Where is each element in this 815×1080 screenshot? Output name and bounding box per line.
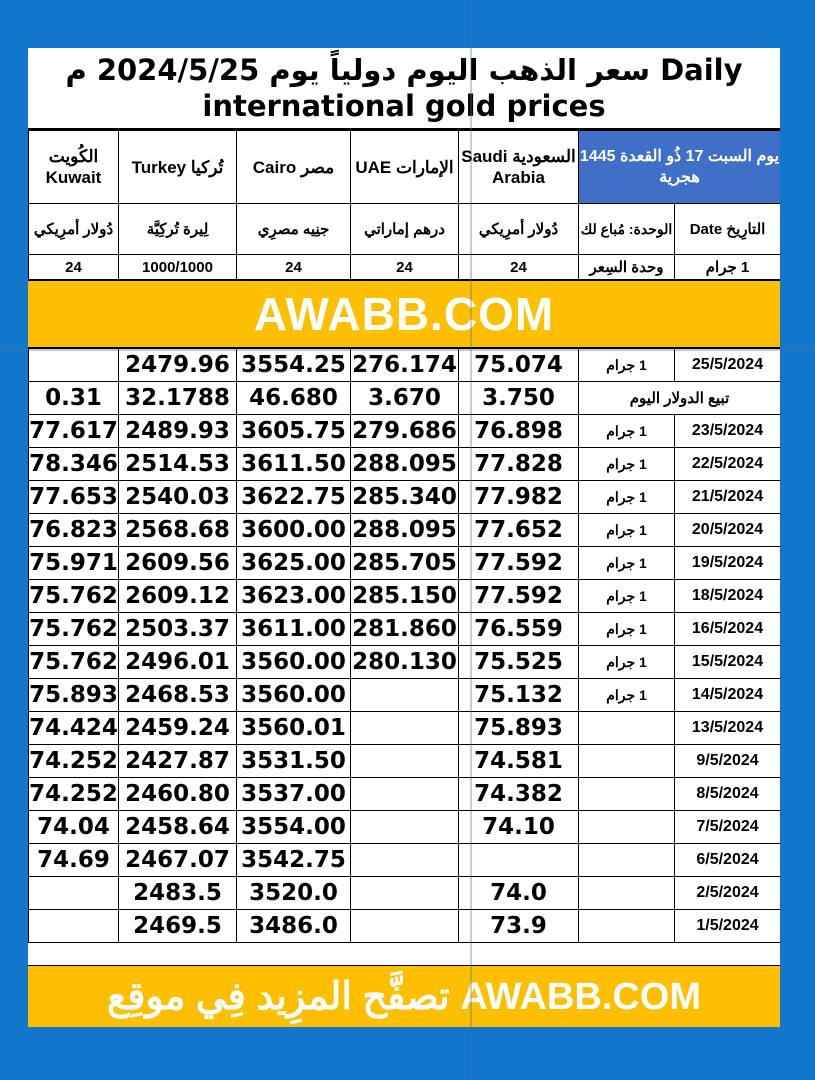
date-cell: 19/5/2024 [675,547,781,580]
price-cell: 3623.00 [237,580,351,613]
table-row [29,811,781,844]
price-cell: 281.860 [351,613,459,646]
price-cell: 2483.5 [119,877,237,910]
rate-cell: 3.670 [351,382,459,415]
unit-column-header: الوحدة: مُباع لك [579,204,675,255]
table-row [29,514,781,547]
price-cell: 75.074 [459,349,579,382]
price-cell [459,844,579,877]
price-cell: 76.823 [29,514,119,547]
currency-turkey: لِيرة تُركِيَّة [119,204,237,255]
price-cell: 77.617 [29,415,119,448]
table-row [29,448,781,481]
table-row [29,613,781,646]
price-cell: 3560.00 [237,646,351,679]
unit-cell [579,844,675,877]
price-cell: 2540.03 [119,481,237,514]
date-cell: 9/5/2024 [675,745,781,778]
unit-cell [579,712,675,745]
unit-cell [579,877,675,910]
price-cell: 279.686 [351,415,459,448]
unit-cell: 1 جرام [579,481,675,514]
table-row [29,547,781,580]
country-saudi: السعودية Saudi Arabia [459,131,579,204]
price-cell [29,877,119,910]
karat-row [29,255,781,280]
date-cell: 1/5/2024 [675,910,781,943]
unit-cell: 1 جرام [579,514,675,547]
footer-banner [28,965,780,1027]
table-row [29,481,781,514]
date-cell: 23/5/2024 [675,415,781,448]
currency-row [29,204,781,255]
country-turkey: تُركيا Turkey [119,131,237,204]
unit-cell [579,811,675,844]
price-cell: 2427.87 [119,745,237,778]
exchange-rate-row [29,382,781,415]
date-cell: 20/5/2024 [675,514,781,547]
currency-egypt: جنِيه مصرِي [237,204,351,255]
price-cell: 3537.00 [237,778,351,811]
unit-cell [579,778,675,811]
price-cell: 2609.12 [119,580,237,613]
price-cell: 2459.24 [119,712,237,745]
price-cell: 3486.0 [237,910,351,943]
price-cell: 3520.0 [237,877,351,910]
price-cell: 2489.93 [119,415,237,448]
unit-cell: 1 جرام [579,547,675,580]
price-cell [351,679,459,712]
currency-kuwait: دُولار أمرِيكي [29,204,119,255]
price-cell: 3611.50 [237,448,351,481]
price-cell: 3560.01 [237,712,351,745]
country-kuwait: الكُويت Kuwait [29,131,119,204]
price-cell: 76.559 [459,613,579,646]
price-cell: 75.762 [29,580,119,613]
date-cell: 2/5/2024 [675,877,781,910]
price-cell [29,910,119,943]
price-cell: 74.252 [29,745,119,778]
date-cell: 22/5/2024 [675,448,781,481]
hijri-date-cell: يوم السبت 17 ذُو القعدة 1445 هجرية [579,131,781,204]
price-cell: 75.762 [29,646,119,679]
table-row [29,844,781,877]
page-title-box [28,48,780,130]
price-cell: 74.382 [459,778,579,811]
country-egypt: مصر Cairo [237,131,351,204]
date-cell: 16/5/2024 [675,613,781,646]
unit-price-label: وحدة السِعر [579,255,675,280]
site-banner [28,280,780,348]
price-cell: 2503.37 [119,613,237,646]
price-cell: 2458.64 [119,811,237,844]
date-cell: 21/5/2024 [675,481,781,514]
price-cell: 75.971 [29,547,119,580]
watermark-line-horizontal [0,349,815,351]
price-cell: 75.893 [459,712,579,745]
price-cell: 3531.50 [237,745,351,778]
price-cell: 2460.80 [119,778,237,811]
price-cell [351,745,459,778]
price-cell: 75.525 [459,646,579,679]
price-cell: 74.10 [459,811,579,844]
rate-cell: 46.680 [237,382,351,415]
price-cell: 285.705 [351,547,459,580]
price-cell: 2467.07 [119,844,237,877]
date-cell: 8/5/2024 [675,778,781,811]
table-row [29,580,781,613]
price-cell: 3600.00 [237,514,351,547]
price-cell: 77.653 [29,481,119,514]
currency-uae: درهم إماراتي [351,204,459,255]
rate-cell: 0.31 [29,382,119,415]
date-cell: 13/5/2024 [675,712,781,745]
price-cell: 276.174 [351,349,459,382]
price-cell: 78.346 [29,448,119,481]
price-cell [351,877,459,910]
price-cell: 288.095 [351,514,459,547]
gold-price-sheet [28,48,780,1027]
price-cell: 2469.5 [119,910,237,943]
price-cell: 74.424 [29,712,119,745]
unit-cell: 1 جرام [579,613,675,646]
date-cell: 18/5/2024 [675,580,781,613]
table-row [29,349,781,382]
price-cell: 74.0 [459,877,579,910]
unit-cell: 1 جرام [579,448,675,481]
price-cell: 3625.00 [237,547,351,580]
unit-cell [579,910,675,943]
country-uae: الإمارات UAE [351,131,459,204]
date-cell: 6/5/2024 [675,844,781,877]
price-cell [351,778,459,811]
price-cell: 3605.75 [237,415,351,448]
karat-uae: 24 [351,255,459,280]
price-cell: 285.340 [351,481,459,514]
page-title: سعر الذهب اليوم دولياً يوم 2024/5/25 م Daily international gold prices [65,53,743,123]
karat-turkey: 1000/1000 [119,255,237,280]
price-cell: 280.130 [351,646,459,679]
banner-text: AWABB.COM [253,288,555,340]
price-table [28,348,780,943]
unit-cell: 1 جرام [579,349,675,382]
price-cell: 77.592 [459,580,579,613]
price-cell [29,349,119,382]
price-cell: 74.581 [459,745,579,778]
table-row [29,910,781,943]
date-column-header: التارِيخ Date [675,204,780,255]
table-row [29,415,781,448]
price-cell: 74.04 [29,811,119,844]
table-row [29,679,781,712]
rate-cell: 32.1788 [119,382,237,415]
price-cell: 77.652 [459,514,579,547]
table-row [29,877,781,910]
price-cell: 3542.75 [237,844,351,877]
price-cell: 2468.53 [119,679,237,712]
table-row [29,646,781,679]
date-cell: 14/5/2024 [675,679,781,712]
price-cell [351,910,459,943]
price-cell: 74.252 [29,778,119,811]
unit-weight: 1 جرام [675,255,780,280]
price-cell: 2514.53 [119,448,237,481]
karat-egypt: 24 [237,255,351,280]
price-cell: 3622.75 [237,481,351,514]
price-cell: 75.893 [29,679,119,712]
price-cell: 73.9 [459,910,579,943]
exchange-rate-label: تبيع الدولار اليوم [579,382,781,415]
price-cell: 2479.96 [119,349,237,382]
price-cell: 2609.56 [119,547,237,580]
date-cell: 15/5/2024 [675,646,781,679]
price-cell: 76.898 [459,415,579,448]
watermark-line-vertical [470,0,472,1080]
price-cell: 3611.00 [237,613,351,646]
price-cell: 77.982 [459,481,579,514]
price-cell: 75.132 [459,679,579,712]
table-row [29,745,781,778]
unit-cell: 1 جرام [579,415,675,448]
table-row [29,712,781,745]
unit-cell: 1 جرام [579,580,675,613]
price-cell: 74.69 [29,844,119,877]
price-cell: 3554.00 [237,811,351,844]
date-cell: 25/5/2024 [675,349,781,382]
unit-cell [579,745,675,778]
rate-cell: 3.750 [459,382,579,415]
karat-kuwait: 24 [29,255,119,280]
price-cell: 285.150 [351,580,459,613]
price-cell [351,844,459,877]
price-cell: 77.828 [459,448,579,481]
country-header-row [29,131,781,204]
currency-saudi: دُولار أمرِيكي [459,204,579,255]
price-cell: 288.095 [351,448,459,481]
header-table [28,130,780,280]
price-cell: 2568.68 [119,514,237,547]
price-cell: 3560.00 [237,679,351,712]
table-row [29,778,781,811]
karat-saudi: 24 [459,255,579,280]
price-cell: 2496.01 [119,646,237,679]
price-cell [351,712,459,745]
unit-cell: 1 جرام [579,679,675,712]
price-cell: 77.592 [459,547,579,580]
footer-text: تصفَّح المزِيد فِي موقِع AWABB.COM [107,976,701,1018]
date-cell: 7/5/2024 [675,811,781,844]
price-cell: 75.762 [29,613,119,646]
price-cell: 3554.25 [237,349,351,382]
unit-cell: 1 جرام [579,646,675,679]
price-cell [351,811,459,844]
